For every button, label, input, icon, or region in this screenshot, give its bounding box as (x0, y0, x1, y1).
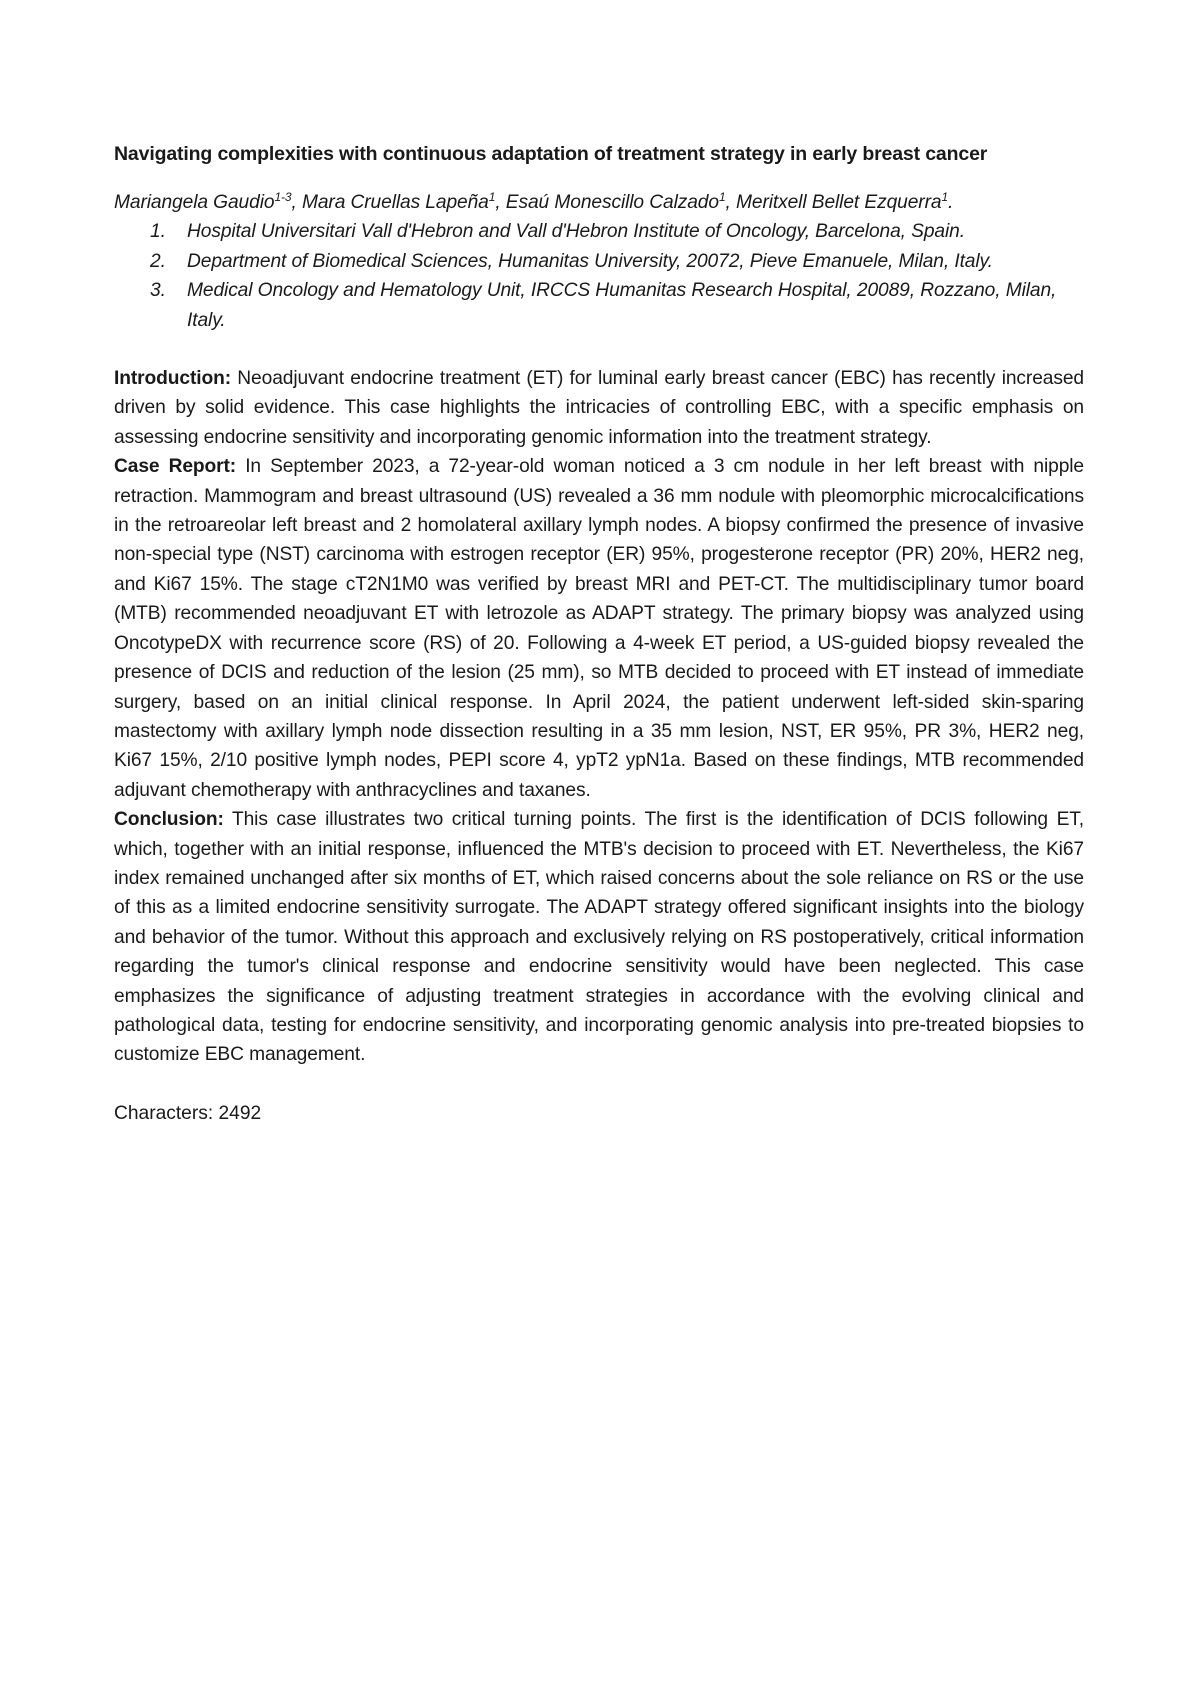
author-affiliation-sup: 1 (488, 190, 496, 204)
section-heading: Conclusion: (114, 809, 224, 831)
section-heading: Case Report: (114, 456, 237, 478)
affiliation-number: 3. (150, 280, 166, 302)
author-affiliation-sup: 1 (718, 190, 726, 204)
affiliation-item (114, 276, 1084, 335)
affiliation-number: 2. (150, 250, 166, 272)
affiliation-list (114, 217, 1084, 335)
section-heading: Introduction: (114, 368, 231, 390)
section-case-report (114, 452, 1084, 805)
section-text: Neoadjuvant endocrine treatment (ET) for luminal early breast cancer (EBC) has recently increased driven by solid evidence. This case highlights the intricacies of controlling EBC, with a specific emphasis on assessing endocrine sensitivity and incorporating genomic information into the treatment strategy. (114, 368, 1084, 448)
document-title: Navigating complexities with continuous adaptation of treatment strategy in early breast cancer (114, 143, 988, 165)
author: Esaú Monescillo Calzado$^1$, (505, 190, 736, 213)
section-introduction (114, 364, 1084, 452)
affiliation-item (114, 217, 1084, 246)
affiliation-text: Hospital Universitari Vall d'Hebron and Vall d'Hebron Institute of Oncology, Barcelona, Spain. (187, 221, 965, 243)
section-text: In September 2023, a 72-year-old woman noticed a 3 cm nodule in her left breast with nipple retraction. Mammogram and breast ultrasound (US) revealed a 36 mm nodule with pleomorphic microcalcifications in the retroareolar left breast and 2 homolateral axillary lymph nodes. A biopsy confirmed the presence of invasive non-special type (NST) carcinoma with estrogen receptor (ER) 95%, progesterone receptor (PR) 20%, HER2 neg, and Ki67 15%. The stage cT2N1M0 was verified by breast MRI and PET-CT. The multidisciplinary tumor board (MTB) recommended neoadjuvant ET with letrozole as ADAPT strategy. The primary biopsy was analyzed using OncotypeDX with recurrence score (RS) of 20. Following a 4-week ET period, a US-guided biopsy revealed the presence of DCIS and reduction of the lesion (25 mm), so MTB decided to proceed with ET instead of immediate surgery, based on an initial clinical response. In April 2024, the patient underwent left-sided skin-sparing mastectomy with axillary lymph node dissection resulting in a 35 mm lesion, NST, ER 95%, PR 3%, HER2 neg, Ki67 15%, 2/10 positive lymph nodes, PEPI score 4, ypT2 ypN1a. Based on these findings, MTB recommended adjuvant chemotherapy with anthracyclines and taxanes. (114, 456, 1085, 801)
author-affiliation-sup: 1-3 (274, 190, 292, 204)
affiliation-text: Medical Oncology and Hematology Unit, IRCCS Humanitas Research Hospital, 20089, Rozzano, Milan, Italy. (187, 280, 1057, 331)
author: Mariangela Gaudio$^{1-3}$, (114, 190, 302, 213)
section-text: This case illustrates two critical turning points. The first is the identification of DCIS following ET, which, together with an initial response, influenced the MTB's decision to proceed with ET. Nevertheless, the Ki67 index remained unchanged after six months of ET, which raised concerns about the sole reliance on RS or the use of this as a limited endocrine sensitivity surrogate. The ADAPT strategy offered significant insights into the biology and behavior of the tumor. Without this approach and exclusively relying on RS postoperatively, critical information regarding the tumor's clinical response and endocrine sensitivity would have been neglected. This case emphasizes the significance of adjusting treatment strategies in accordance with the evolving clinical and pathological data, testing for endocrine sensitivity, and incorporating genomic analysis into pre-treated biopsies to customize EBC management. (114, 809, 1084, 1066)
affiliation-text: Department of Biomedical Sciences, Humanitas University, 20072, Pieve Emanuele, Milan, Italy. (187, 250, 993, 272)
character-count: Characters: 2492 (114, 1102, 262, 1124)
author-list (114, 188, 1084, 217)
affiliation-number: 1. (150, 221, 166, 243)
affiliation-item (114, 247, 1084, 276)
author: Meritxell Bellet Ezquerra$^1$. (735, 190, 954, 213)
author-affiliation-sup: 1 (941, 190, 949, 204)
author: Mara Cruellas Lapeña$^1$, (301, 190, 506, 213)
section-conclusion (114, 805, 1084, 1070)
abstract-body (114, 364, 1084, 1070)
document-page (114, 140, 1084, 1128)
